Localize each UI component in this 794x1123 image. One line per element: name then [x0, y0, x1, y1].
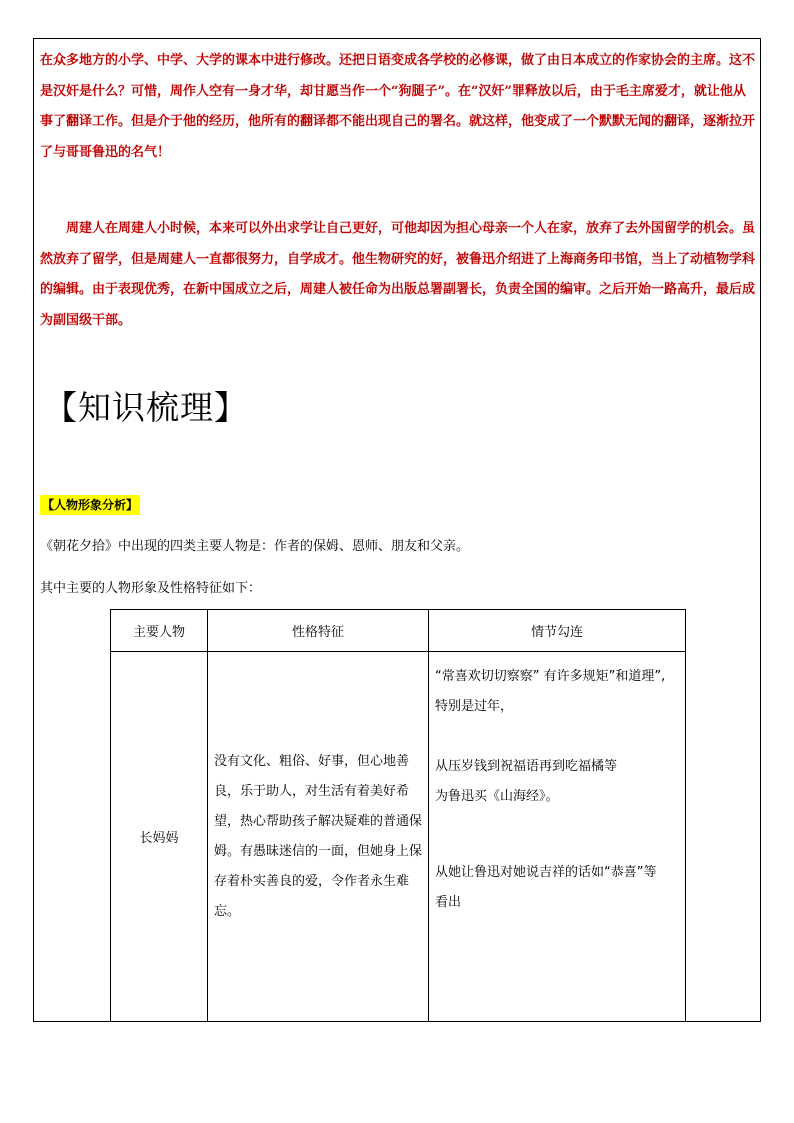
- character-trait-table: [110, 609, 686, 1022]
- plot-line: 从压岁钱到祝福语再到吃福橘等: [435, 759, 618, 774]
- header-main-character: 主要人物: [111, 610, 208, 652]
- intro-line: 《朝花夕拾》中出现的四类主要人物是：作者的保姆、恩师、朋友和父亲。: [40, 539, 470, 554]
- story-paragraph-zhou-zuoren: 在众多地方的小学、中学、大学的课本中进行修改。还把日语变成各学校的必修课，做了由日本成立的作家协会的主席。这不是汉奸是什么？可惜，周作人空有一身才华，却甘愿当作一个“狗腿子”。在“汉奸”罪释放以后，由于毛主席爱才，就让他从事了翻译工作。但是介于他的经历，他所有的翻译都不能出现自己的署名。就这样，他变成了一个默默无闻的翻译，逐渐拉开了与哥哥鲁迅的名气！: [40, 53, 756, 160]
- plot-line: 为鲁迅买《山海经》。: [435, 789, 559, 804]
- plot-line: “常喜欢切切察察” 有许多规矩”和道理”,: [435, 669, 666, 684]
- plot-line: 特别是过年，: [435, 699, 514, 714]
- plot-links: [429, 652, 686, 1022]
- table-row: [111, 652, 686, 1022]
- section-heading: 【知识梳理】: [44, 388, 248, 427]
- plot-line: 看出: [435, 895, 462, 910]
- plot-line: 从她让鲁迅对她说吉祥的话如“恭喜”等: [435, 865, 657, 880]
- table-header-row: [111, 610, 686, 652]
- header-personality: 性格特征: [208, 610, 429, 652]
- character-traits: 没有文化、粗俗、好事，但心地善良，乐于助人，对生活有着美好希望，热心帮助孩子解决疑难的普通保姆。有愚昧迷信的一面，但她身上保存着朴实善良的爱，令作者永生难忘。: [208, 652, 429, 1022]
- subsection-badge: 【人物形象分析】: [40, 495, 140, 515]
- lead-line: 其中主要的人物形象及性格特征如下：: [40, 581, 262, 596]
- header-plot-link: 情节勾连: [429, 610, 686, 652]
- story-paragraph-zhou-jianren: 周建人在周建人小时候，本来可以外出求学让自己更好，可他却因为担心母亲一个人在家，放弃了去外国留学的机会。虽然放弃了留学，但是周建人一直都很努力，自学成才。他生物研究的好，被鲁迅介绍进了上海商务印书馆，当上了动植物学科的编辑。由于表现优秀，在新中国成立之后，周建人被任命为出版总署副署长，负责全国的编审。之后开始一路高升，最后成为副国级干部。: [40, 221, 756, 328]
- character-name: 长妈妈: [111, 652, 208, 1022]
